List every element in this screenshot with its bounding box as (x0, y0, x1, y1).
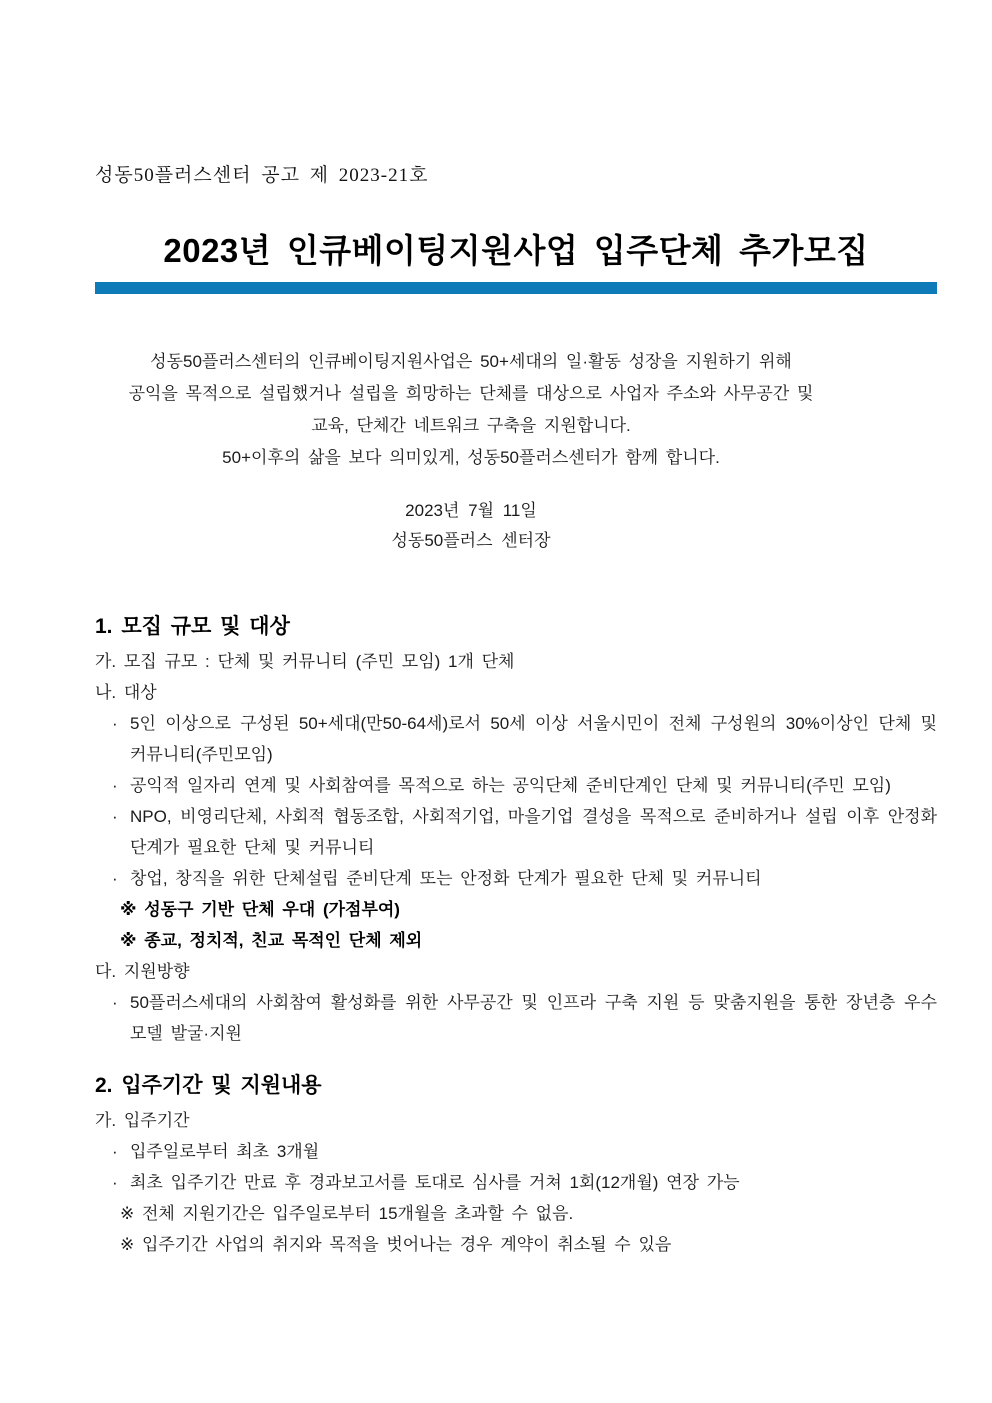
date-block (95, 496, 847, 556)
note-item: ※ 전체 지원기간은 입주일로부터 15개월을 초과할 수 없음. (120, 1204, 574, 1223)
section-items (95, 1105, 937, 1260)
intro-line: 공익을 목적으로 설립했거나 설립을 희망하는 단체를 대상으로 사업자 주소와 사무공간 및 (128, 384, 814, 403)
list-item: 다. 지원방향 (95, 962, 190, 981)
intro-line: 50+이후의 삶을 보다 의미있게, 성동50플러스센터가 함께 합니다. (222, 448, 720, 467)
note-item: ※ 성동구 기반 단체 우대 (가점부여) (120, 900, 400, 919)
list-item: 가. 모집 규모 : 단체 및 커뮤니티 (주민 모임) 1개 단체 (95, 652, 515, 671)
list-item: · 창업, 창직을 위한 단체설립 준비단계 또는 안정화 단계가 필요한 단체 및 커뮤니티 (95, 863, 937, 894)
list-item: · 50플러스세대의 사회참여 활성화를 위한 사무공간 및 인프라 구축 지원 등 맞춤지원을 통한 장년층 우수 모델 발굴·지원 (95, 987, 937, 1049)
announcement-date: 2023년 7월 11일 (405, 501, 537, 520)
section-heading: 1. 모집 규모 및 대상 (95, 615, 290, 638)
intro-line: 성동50플러스센터의 인큐베이팅지원사업은 50+세대의 일·활동 성장을 지원하기 위해 (150, 352, 792, 371)
intro-line: 교육, 단체간 네트워크 구축을 지원합니다. (311, 416, 631, 435)
intro-paragraph (95, 346, 847, 474)
list-item: 나. 대상 (95, 683, 157, 702)
title-underline-bar (95, 282, 937, 294)
list-item: · 입주일로부터 최초 3개월 (95, 1136, 937, 1167)
section-items (95, 646, 937, 1049)
list-item: 가. 입주기간 (95, 1111, 190, 1130)
list-item: · 최초 입주기간 만료 후 경과보고서를 토대로 심사를 거쳐 1회(12개월) 연장 가능 (95, 1167, 937, 1198)
page-title: 2023년 인큐베이팅지원사업 입주단체 추가모집 (163, 232, 869, 269)
section-heading: 2. 입주기간 및 지원내용 (95, 1074, 322, 1097)
note-item: ※ 종교, 정치적, 친교 목적인 단체 제외 (120, 931, 423, 950)
list-item: · NPO, 비영리단체, 사회적 협동조합, 사회적기업, 마을기업 결성을 목적으로 준비하거나 설립 이후 안정화 단계가 필요한 단체 및 커뮤니티 (95, 801, 937, 863)
list-item: · 5인 이상으로 구성된 50+세대(만50-64세)로서 50세 이상 서울시민이 전체 구성원의 30%이상인 단체 및 커뮤니티(주민모임) (95, 708, 937, 770)
notice-number: 성동50플러스센터 공고 제 2023-21호 (95, 165, 429, 186)
section-recruitment-scope (95, 614, 937, 1049)
announcer-title: 성동50플러스 센터장 (391, 531, 551, 550)
note-item: ※ 입주기간 사업의 취지와 목적을 벗어나는 경우 계약이 취소될 수 있음 (120, 1235, 672, 1254)
section-tenancy-period (95, 1073, 937, 1260)
list-item: · 공익적 일자리 연계 및 사회참여를 목적으로 하는 공익단체 준비단계인 단체 및 커뮤니티(주민 모임) (95, 770, 937, 801)
